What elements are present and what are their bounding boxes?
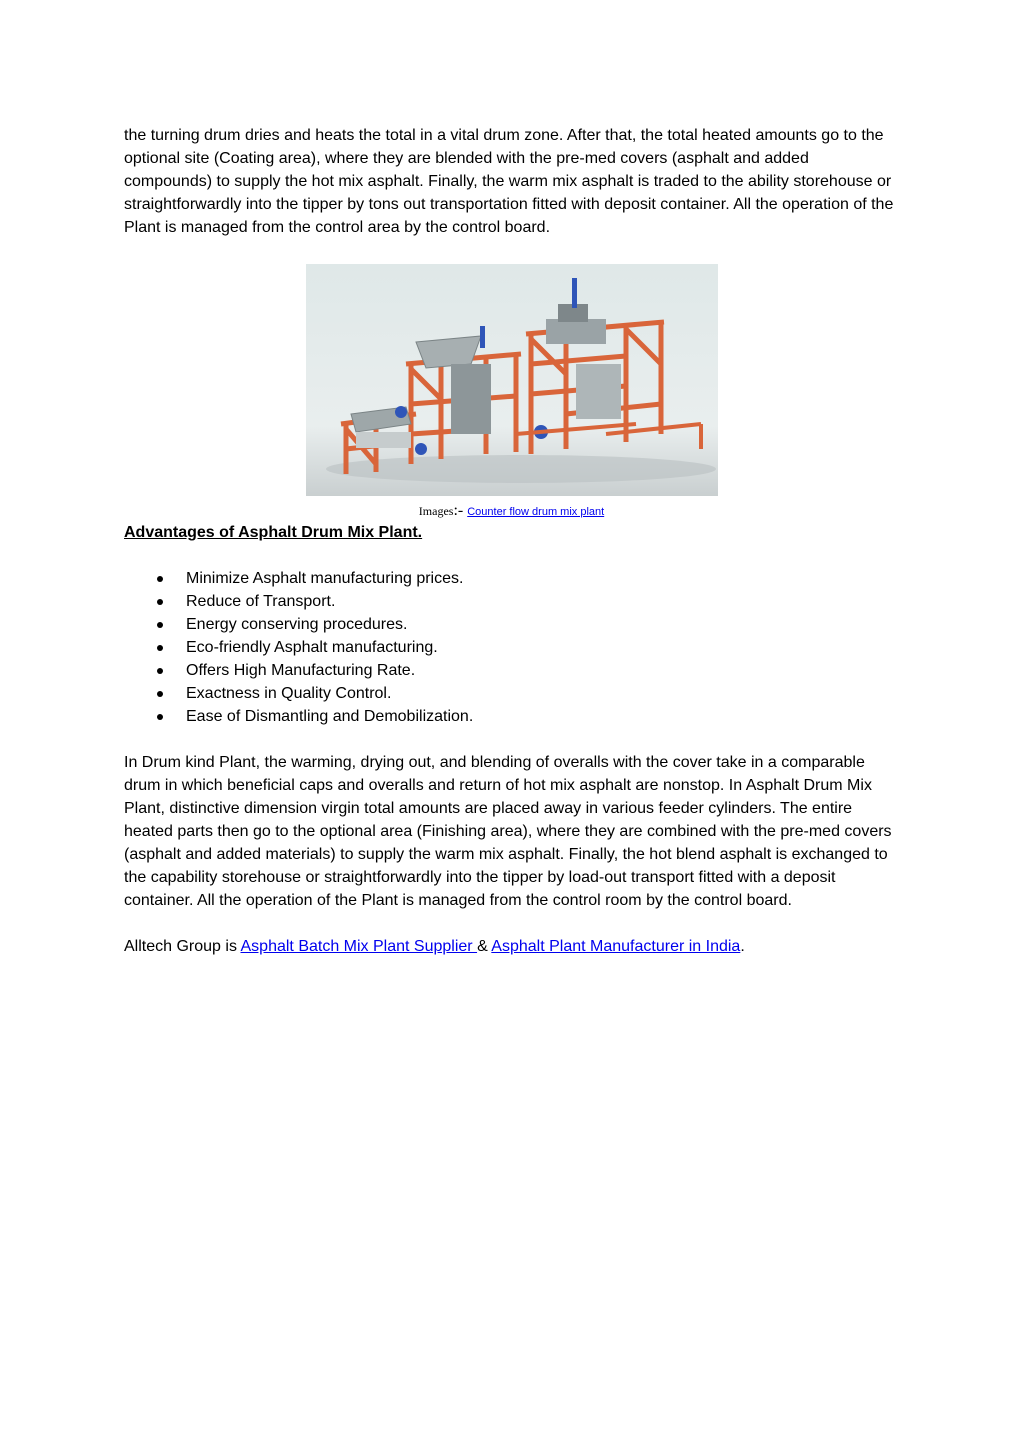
plant-manufacturer-link[interactable]: Asphalt Plant Manufacturer in India — [491, 938, 741, 955]
bullet-icon — [157, 691, 163, 697]
image-caption — [124, 502, 899, 520]
caption-label: Images — [418, 504, 454, 518]
section-heading: Advantages of Asphalt Drum Mix Plant. — [124, 524, 423, 541]
list-item — [124, 659, 899, 682]
advantages-list — [124, 567, 899, 728]
closing-paragraph — [124, 935, 899, 958]
list-item — [124, 705, 899, 728]
bullet-icon — [157, 645, 163, 651]
list-item-text: Reduce of Transport. — [186, 593, 336, 610]
bullet-icon — [157, 576, 163, 582]
list-item-text: Offers High Manufacturing Rate. — [186, 662, 416, 679]
closing-suffix: . — [740, 938, 745, 955]
bullet-icon — [157, 714, 163, 720]
batch-mix-plant-link[interactable]: Asphalt Batch Mix Plant Supplier — [240, 938, 478, 955]
list-item-text: Eco-friendly Asphalt manufacturing. — [186, 639, 438, 656]
list-item — [124, 636, 899, 659]
list-item — [124, 613, 899, 636]
intro-paragraph: the turning drum dries and heats the total in a vital drum zone. After that, the total heated amounts go to the optional site (Coating area), where they are blended with the pre-med covers (asphalt and added compounds) to supply the hot mix asphalt. Finally, the warm mix asphalt is traded to the ability storehouse or straightforwardly into the tipper by tons out transportation fitted with deposit container. All the operation of the Plant is managed from the control area by the control board. — [124, 127, 894, 236]
list-item-text: Energy conserving procedures. — [186, 616, 408, 633]
document-page — [124, 124, 899, 958]
plant-image — [306, 264, 718, 496]
body-paragraph: In Drum kind Plant, the warming, drying out, and blending of overalls with the cover take in a comparable drum in which beneficial caps and overalls and return of hot mix asphalt are nonstop. In Asphalt Drum Mix Plant, distinctive dimension virgin total amounts are placed away in various feeder cylinders. The entire heated parts then go to the optional area (Finishing area), where they are combined with the pre-med covers (asphalt and added materials) to supply the warm mix asphalt. Finally, the hot blend asphalt is exchanged to the capability storehouse or straightforwardly into the tipper by load-out transport fitted with a deposit container. All the operation of the Plant is managed from the control room by the control board. — [124, 754, 892, 909]
bullet-icon — [157, 622, 163, 628]
list-item — [124, 567, 899, 590]
list-item-text: Exactness in Quality Control. — [186, 685, 392, 702]
closing-prefix: Alltech Group is — [124, 938, 241, 955]
list-item-text: Minimize Asphalt manufacturing prices. — [186, 570, 464, 587]
list-item — [124, 682, 899, 705]
figure — [124, 264, 899, 520]
list-item — [124, 590, 899, 613]
spacer — [124, 728, 899, 751]
caption-separator: :- — [453, 502, 464, 519]
list-item-text: Ease of Dismantling and Demobilization. — [186, 708, 474, 725]
caption-link[interactable]: Counter flow drum mix plant — [467, 506, 605, 518]
spacer — [124, 912, 899, 935]
bullet-icon — [157, 668, 163, 674]
bullet-icon — [157, 599, 163, 605]
closing-connector: & — [477, 938, 492, 955]
